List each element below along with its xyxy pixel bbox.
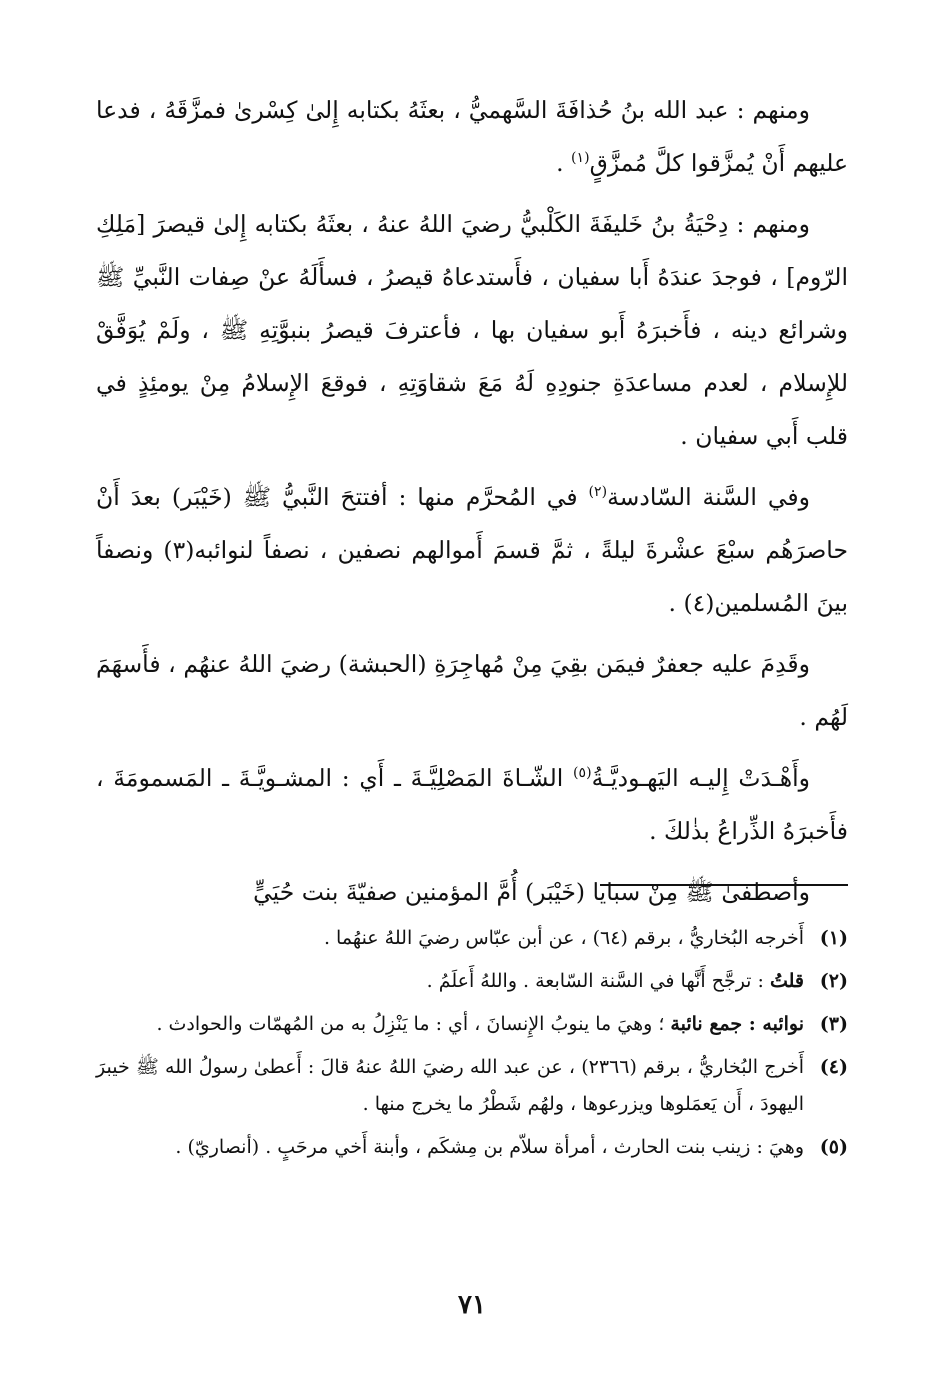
footnote-4 xyxy=(96,1049,848,1123)
footnote-text xyxy=(96,1049,804,1123)
footnote-body: أَخرج البُخاريُّ ، برقم (٢٣٦٦) ، عن عبد الله رضيَ اللهُ عنهُ قالَ : أَعطىٰ رسولُ الله ﷺ خيبرَ اليهودَ ، أَن يَعمَلوها ويزرعوها ، ولهُم شَطْرُ ما يخرج منها . xyxy=(96,1056,804,1115)
main-text xyxy=(96,84,848,927)
page-number: ٧١ xyxy=(458,1290,486,1320)
paragraph-text: ومنهم : عبد الله بنُ حُذافَةَ السَّهميُّ ، بعثَهُ بكتابه إِلىٰ كِسْرىٰ فمزَّقَهُ ، فدعا عليهم أَنْ يُمزَّقوا كلَّ مُمزَّقٍ xyxy=(96,96,848,177)
footnote-body: وهيَ : زينب بنت الحارث ، أمرأة سلاّم بن مِشكَم ، وأبنة أَخي مرحَبٍ . (أنصاريّ) . xyxy=(175,1136,804,1158)
footnote-ref: (٥) xyxy=(573,765,592,782)
paragraph-3 xyxy=(96,471,848,630)
paragraph-6 xyxy=(96,866,848,919)
footnote-number: (٢) xyxy=(819,970,848,992)
footnote-label: قلتُ xyxy=(769,970,804,992)
footnote-ref: (١) xyxy=(571,150,590,167)
footnote-3 xyxy=(96,1006,848,1043)
footnote-ref: (٢) xyxy=(588,484,608,501)
footnote-number: (٤) xyxy=(819,1056,848,1078)
paragraph-text: الشّـاةَ المَصْلِيَّـةَ ـ أَي : المشـويَّـةَ ـ المَسمومَةَ ، فأَخبرَهُ الذِّراعُ بذٰلكَ . xyxy=(96,764,848,845)
paragraph-text: وقَدِمَ عليه جعفرٌ فيمَن بقِيَ مِنْ مُهاجِرَةِ (الحبشة) رضيَ اللهُ عنهُم ، فأَسهَمَ لَهُم . xyxy=(96,650,848,731)
paragraph-text: وأصطفىٰ ﷺ مِنْ سبايا (خَيْبَر) أُمَّ المؤمنين صفيّةَ بنت حُيَيٍّ xyxy=(253,878,810,906)
footnote-5 xyxy=(96,1129,848,1166)
paragraph-text: ومنهم : دِحْيَةُ بنُ خَليفَةَ الكَلْبيُّ رضيَ اللهُ عنهُ ، بعثَهُ بكتابه إِلىٰ قيصرَ [مَلِكِ الرّوم] ، فوجدَ عندَهُ أَبا سفيان ، فأَستدعاهُ قيصرُ ، فسأَلَهُ عنْ صِفات النَّبيِّ ﷺ وشرائع دينه ، فأَخبرَهُ أَبو سفيان بها ، فأعترفَ قيصرُ بنبوَّتِهِ ﷺ ، ولَمْ يُوَفَّقْ للإِسلام ، لعدم مساعدَةِ جنودِهِ لَهُ مَعَ شقاوَتِهِ ، فوقعَ الإِسلامُ مِنْ يومئِذٍ في قلب أَبي سفيان . xyxy=(96,210,848,450)
footnote-text xyxy=(96,963,804,1000)
footnote-text xyxy=(96,1129,804,1166)
footnote-2 xyxy=(96,963,848,1000)
paragraph-text: في المُحرَّم منها : أفتتحَ النَّبيُّ ﷺ (خَيْبَر) بعدَ أَنْ حاصرَهُم سبْعَ عشْرةَ ليلةً ، ثمَّ قسمَ أَموالهم نصفين ، نصفاً لنوائبه(٣) ونصفاً بينَ المُسلمين(٤) . xyxy=(96,483,848,617)
footnote-label: نوائبه : جمع نائبة xyxy=(670,1013,804,1035)
paragraph-text: وأَهْـدَتْ إِليـه اليَهـوديَّـةُ xyxy=(591,764,810,792)
footnote-number: (٣) xyxy=(819,1013,848,1035)
footnote-1 xyxy=(96,920,848,957)
footnote-body: : ترجَّح أَنَّها في السَّنة السّابعة . واللهُ أَعلَمُ . xyxy=(426,970,770,992)
paragraph-4 xyxy=(96,638,848,744)
paragraph-text: وفي السَّنة السّادسة xyxy=(607,483,810,511)
footnote-separator xyxy=(600,884,848,886)
paragraph-5 xyxy=(96,752,848,858)
paragraph-1 xyxy=(96,84,848,190)
footnotes xyxy=(96,920,848,1172)
paragraph-2 xyxy=(96,198,848,463)
paragraph-text: . xyxy=(556,149,572,177)
footnote-number: (٥) xyxy=(819,1136,848,1158)
footnote-body: ؛ وهيَ ما ينوبُ الإِنسانَ ، أي : ما يَنْزِلُ به من المُهمّات والحوادث . xyxy=(156,1013,671,1035)
footnote-number: (١) xyxy=(819,927,848,949)
footnote-text xyxy=(96,920,804,957)
footnote-text xyxy=(96,1006,804,1043)
footnote-body: أَخرجه البُخاريُّ ، برقم (٦٤) ، عن أبن عبّاس رضيَ اللهُ عنهُما . xyxy=(323,927,804,949)
